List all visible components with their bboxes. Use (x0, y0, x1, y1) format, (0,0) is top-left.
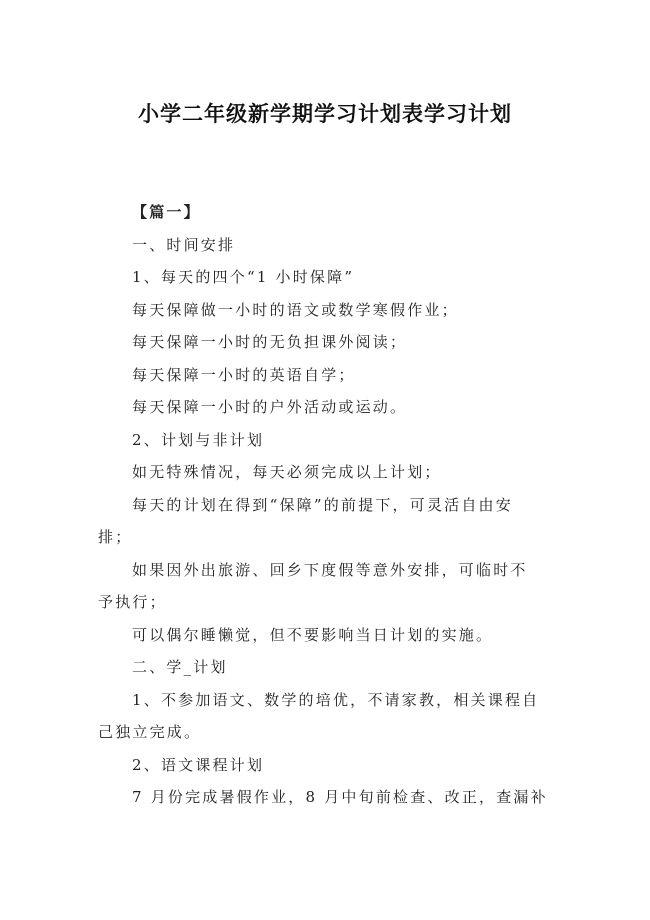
paragraph-line: 1、每天的四个“1 小时保障” (132, 268, 355, 286)
paragraph-line: 如果因外出旅游、回乡下度假等意外安排，可临时不 (132, 560, 528, 579)
paragraph-line: 二、学_计划 (132, 658, 228, 676)
paragraph-line: 每天保障一小时的无负担课外阅读； (132, 333, 408, 351)
paragraph-line: 1、不参加语文、数学的培优，不请家教，相关课程自 (132, 690, 540, 709)
document-title: 小学二年级新学期学习计划表学习计划 (138, 102, 512, 126)
paragraph-line: 一、时间安排 (132, 235, 236, 254)
paragraph-line: 予执行； (98, 593, 167, 611)
paragraph-line: 每天保障做一小时的语文或数学寒假作业； (132, 300, 459, 319)
paragraph-line: 每天的计划在得到“保障”的前提下，可灵活自由安 (132, 495, 513, 514)
paragraph-line: 每天保障一小时的户外活动或运动。 (132, 398, 408, 416)
paragraph-line: 可以偶尔睡懒觉，但不要影响当日计划的实施。 (132, 625, 494, 644)
paragraph-line: 排； (98, 528, 133, 546)
paragraph-line: 如无特殊情况，每天必须完成以上计划； (132, 463, 442, 481)
paragraph-line: 己独立完成。 (98, 723, 202, 741)
section-heading: 【篇一】 (132, 203, 201, 221)
paragraph-line: 每天保障一小时的英语自学； (132, 365, 356, 384)
paragraph-line: 2、语文课程计划 (132, 755, 265, 774)
paragraph-line: 2、计划与非计划 (132, 430, 265, 449)
paragraph-line: 7 月份完成暑假作业，8 月中旬前检查、改正，查漏补 (132, 788, 548, 806)
document-body (98, 196, 548, 814)
